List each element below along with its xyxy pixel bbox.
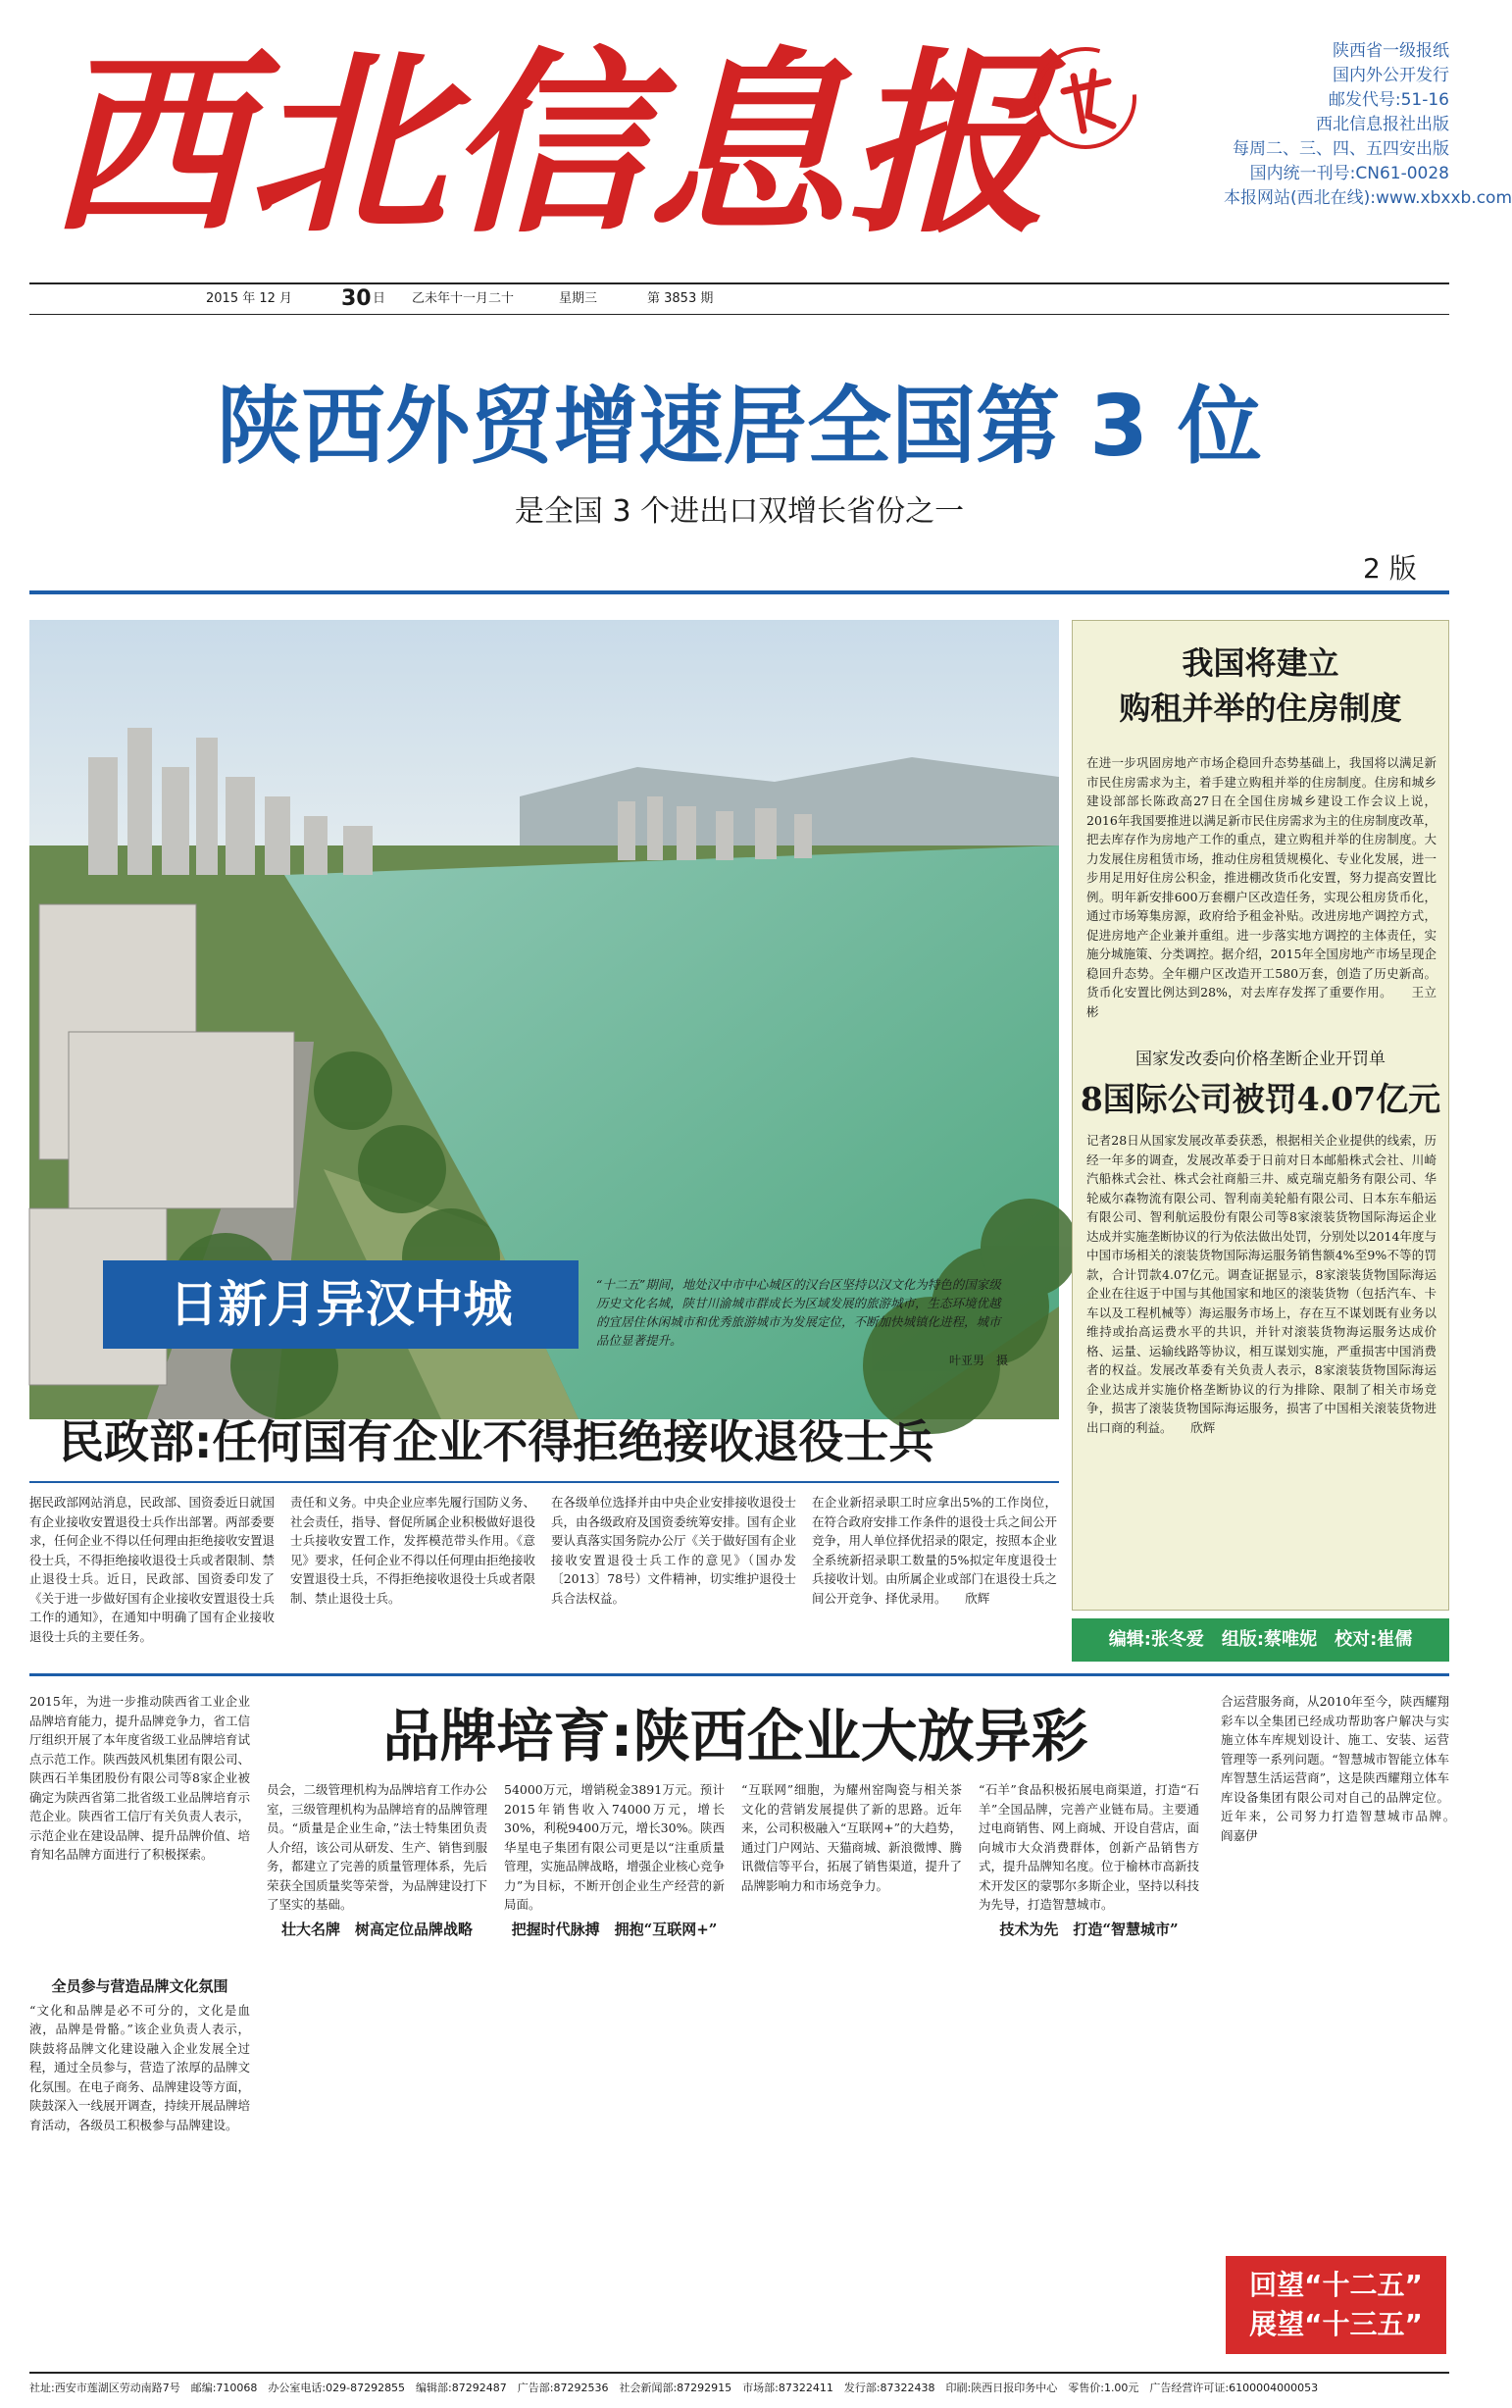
photo-caption: “十二五”期间，地处汉中市中心城区的汉台区坚持以汉文化为特色的国家级历史文化名城，陕甘川渝城市群成长为区域发展的旅游城市，生态环境优越的宜居住休闲城市和优秀旅游城市为发展定位，不断加快城镇化进程，城市品位显著提升。 [596,1277,1001,1348]
antitrust-article: 记者28日从国家发展改革委获悉，根据相关企业提供的线索，历经一年多的调查，发展改革委于日前对日本邮船株式会社、川崎汽船株式会社、株式会社商船三井、威克瑞克船务有限公司、华轮威尔森物流有限公司、智利南美轮船有限公司、日本东车船运有限公司、智利航运股份有限公司等8家滚装货物国际海运企业达成并实施垄断协议的行为依法做出处罚，分别处以2014年度与中国市场相关的滚装货物国际海运服务销售额4%至9%不等的罚款，合计罚款4.07亿元。调查证据显示，8家滚装货物国际海运企业在往返于中国与其他国家和地区的滚装货物（包括汽车、卡车以及工程机械等）海运服务市场上，存在互不谋划既有业务以维持或抬高运费水平的共识，并针对滚装货物海运服务达成价格、运量、运输线路等协议，相互谋划实施，严重损害中国消费者的权益。发展改革委有关负责人表示，8家滚装货物国际海运企业达成并实施价格垄断协议的行为排除、限制了相关市场竞争，损害了滚装货物国际海运服务，损害了中国相关滚装货物进出口商的利益。 欣辉 [1086,1133,1436,1435]
veterans-col-1: 据民政部网站消息，民政部、国资委近日就国有企业接收安置退役士兵作出部署。两部委要求，任何企业不得以任何理由拒绝接收安置退役士兵，不得拒绝接收退役士兵或者限制、禁止退役士兵。近日，民政部、国资委印发了《关于进一步做好国有企业接收安置退役士兵工作的通知》，在通知中明确了国有企业接收退役士兵的主要任务。 [29,1495,276,1644]
brand-col-1b [29,1972,250,2134]
info-line: 国内外公开发行 [1333,66,1449,85]
brand-subhead-b: 壮大名牌 树高定位品牌战略 [280,1920,473,1938]
date-year-month: 2015 年 12 月 [206,291,293,306]
main-headline: 陕西外贸增速居全国第 3 位 [217,378,1262,476]
main-subheadline: 是全国 3 个进出口双增长省份之一 [514,494,965,529]
brand-col-2 [267,1780,487,1943]
antitrust-title: 8国际公司被罚4.07亿元 [1080,1080,1441,1118]
dateline [29,282,1449,315]
brand-headline: 品牌培育:陕西企业大放异彩 [382,1703,1088,1769]
info-line: 陕西省一级报纸 [1333,41,1449,61]
masthead-title: 西北信息报 [47,29,1067,260]
brand-col-5 [979,1780,1199,1943]
photo-banner: 日新月异汉中城 [103,1260,579,1349]
brand-text-a: “文化和品牌是必不可分的，文化是血液，品牌是骨骼。”该企业负责人表示，陕鼓将品牌文化建设融入企业发展全过程，通过全员参与，营造了浓厚的品牌文化氛围。在电子商务、品牌建设等方面，陕鼓深入一线展开调查，持续开展品牌培育活动，各级员工积极参与品牌建设。 [29,2002,251,2132]
housing-article: 在进一步巩固房地产市场企稳回升态势基础上，我国将以满足新市民住房需求为主，着手建立购租并举的住房制度。住房和城乡建设部部长陈政高27日在全国住房城乡建设工作会议上说，2016年我国要推进以满足新市民住房需求为主的住房制度改革，把去库存作为房地产工作的重点，建立购租并举的住房制度。大力发展住房租赁市场，推动住房租赁规模化、专业化发展，进一步用足用好住房公积金，推进棚改货币化安置，努力提高安置比例。明年新安排600万套棚户区改造任务，实现公租房货币化，通过市场筹集房源，政府给予租金补贴。改进房地产调控方式，促进房地产企业兼并重组。进一步落实地方调控的主体责任，实施分城施策、分类调控。据介绍，2015年全国房地产市场呈现企稳回升态势。全年棚户区改造开工580万套，创造了历史新高。货币化安置比例达到28%，对去库存发挥了重要作用。 王立彬 [1086,755,1436,1019]
brand-subhead-d: 技术为先 打造“智慧城市” [999,1920,1179,1938]
issue-number: 第 3853 期 [647,291,714,306]
page-reference: 2 版 [1363,552,1417,585]
housing-title-line1: 我国将建立 [1182,644,1339,682]
veterans-col-2: 责任和义务。中央企业应率先履行国防义务、社会责任，指导、督促所属企业积极做好退役士兵接收安置工作，发挥模范带头作用。《意见》要求，任何企业不得以任何理由拒绝接收安置退役士兵，不得拒绝接收退役士兵或者限制、禁止退役士兵。 [290,1495,536,1606]
brand-text-c: 54000万元，增销税金3891万元。预计2015年销售收入74000万元，增长30%，利税9400万元，增长30%。陕西华星电子集团有限公司更是以“注重质量管理，实施品牌战略，增强企业核心竞争力”为目标，不断开创企业生产经营的新局面。 [504,1782,726,1912]
veterans-col-3: 在各级单位选择并由中央企业安排接收退役士兵，由各级政府及国资委统筹安排。国有企业要认真落实国务院办公厅《关于做好国有企业接收安置退役士兵工作的意见》（国办发〔2013〕78号）文件精神，切实维护退役士兵合法权益。 [551,1495,797,1606]
divider [29,590,1449,594]
veterans-col-4: 在企业新招录职工时应拿出5%的工作岗位，在符合政府安排工作条件的退役士兵之间公开竞争，用人单位择优招录的限定，按照本企业全系统新招录职工数量的5%拟定年度退役士兵接收计划。由所属企业或部门在退役士兵之间公开竞争、择优录用。 欣辉 [812,1495,1058,1606]
brand-col-3 [504,1780,725,1943]
date-lunar: 乙未年十一月二十 [412,291,515,306]
series-badge-line2: 展望“十三五” [1249,2308,1423,2340]
info-line: 本报网站(西北在线):www.xbxxb.com [1224,188,1512,208]
date-day: 30 [341,286,372,311]
newspaper-emblem-icon [1025,37,1147,160]
info-line: 每周二、三、四、五四安出版 [1233,139,1449,159]
series-badge-line1: 回望“十二五” [1249,2269,1423,2301]
housing-title-line2: 购租并举的住房制度 [1119,690,1402,727]
footer-imprint: 社址:西安市莲湖区劳动南路7号 邮编:710068 办公室电话:029-87292855 编辑部:87292487 广告部:87292536 社会新闻部:87292915 市场部:87322411 发行部:87322438 印刷:陕西日报印务中心 零售价:1.00元 广告经营许可证:6100004000053 [29,2372,1449,2395]
veterans-headline: 民政部:任何国有企业不得拒绝接收退役士兵 [59,1415,934,1468]
photo-credit: 叶亚男 摄 [949,1354,1009,1367]
brand-subhead-c: 把握时代脉搏 拥抱“互联网+” [511,1920,718,1938]
antitrust-kicker: 国家发改委向价格垄断企业开罚单 [1135,1050,1386,1069]
brand-subhead-a: 全员参与营造品牌文化氛围 [51,1977,228,1995]
housing-news-box [1072,620,1449,1611]
divider [29,1481,1059,1483]
brand-text-e: “石羊”食品积极拓展电商渠道，打造“石羊”全国品牌，完善产业链布局。主要通过电商销售、网上商城、开设自营店，面向城市大众消费群体，创新产品销售方式，提升品牌知名度。位于榆林市高新技术开发区的蒙鄂尔多斯企业，坚持以科技为先导，打造智慧城市。 [979,1782,1200,1912]
info-line: 国内统一刊号:CN61-0028 [1249,164,1449,183]
masthead-logo [27,22,1067,267]
brand-col-1: 2015年，为进一步推动陕西省工业企业品牌培育能力，提升品牌竞争力，省工信厅组织开展了本年度省级工业品牌培育试点示范工作。陕西鼓风机集团有限公司、陕西石羊集团股份有限公司等8家企业被确定为陕西省第二批省级工业品牌培育示范企业。陕西省工信厅有关负责人表示，示范企业在建设品牌、提升品牌价值、培育知名品牌方面进行了积极探索。 [29,1694,251,1862]
brand-text-b: 员会，二级管理机构为品牌培育工作办公室，三级管理机构为品牌培育的品牌管理员。“质量是企业生命，”法士特集团负责人介绍，该公司从研发、生产、销售到服务，都建立了完善的质量管理体系，先后荣获全国质量奖等荣誉，为品牌建设打下了坚实的基础。 [267,1782,488,1912]
date-weekday: 星期三 [559,291,598,306]
brand-col-6: 合运营服务商，从2010年至今，陕西耀翔彩车以全集团已经成功帮助客户解决与实施立体车库规划设计、施工、安装、运营管理等一系列问题。“智慧城市智能立体车库智慧生活运营商”，这是陕西耀翔立体车库设备集团有限公司对自己的品牌定位。近年来，公司努力打造智慧城市品牌。 阎嘉伊 [1221,1694,1475,1843]
date-day-unit: 日 [373,291,386,306]
info-line: 西北信息报社出版 [1316,115,1449,134]
publication-info [1224,39,1512,211]
divider [29,1673,1449,1676]
editor-credits: 编辑:张冬爱 组版:蔡唯妮 校对:崔儒 [1072,1618,1449,1662]
info-line: 邮发代号:51-16 [1328,90,1449,110]
series-badge [1226,2256,1446,2354]
brand-col-4: “互联网”细胞，为耀州窑陶瓷与相关茶文化的营销发展提供了新的思路。近年来，公司积极融入“互联网+”的大趋势，通过门户网站、天猫商城、新浪微博、腾讯微信等平台，拓展了销售渠道，提升了品牌影响力和市场竞争力。 [741,1782,963,1893]
